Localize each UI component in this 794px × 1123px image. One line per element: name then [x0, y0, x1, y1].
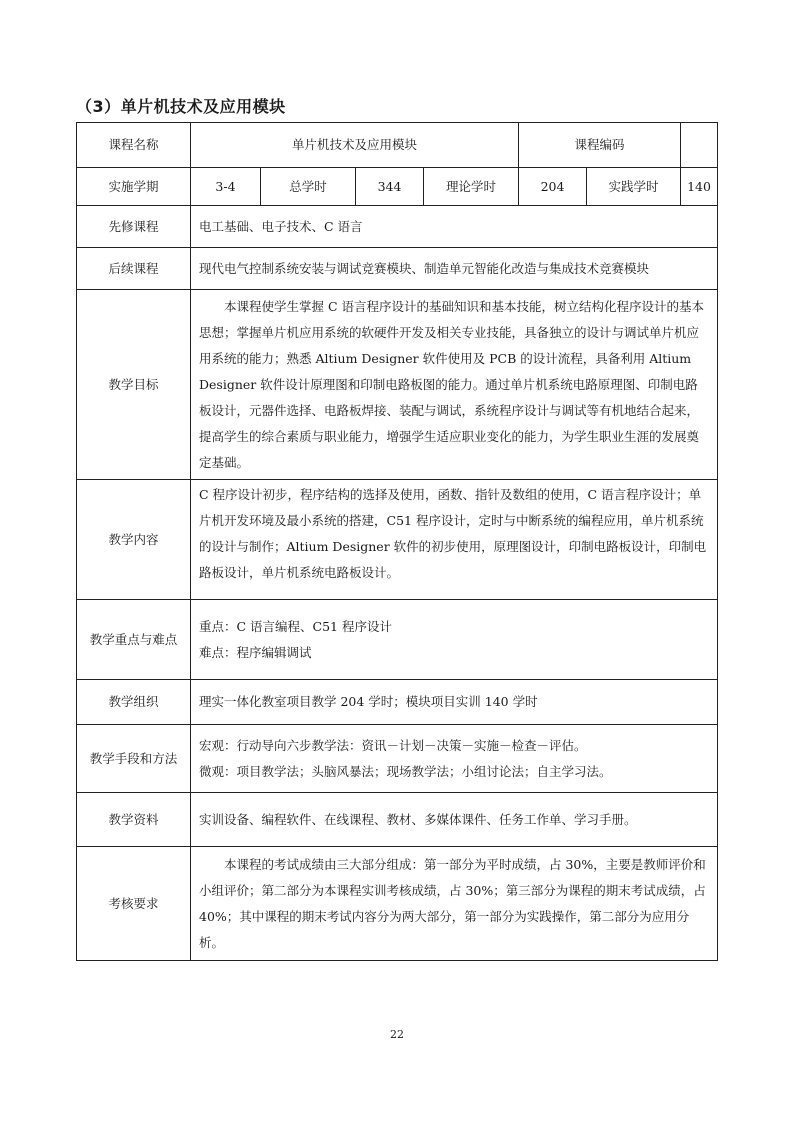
course-code-value [681, 123, 718, 168]
row-course-name [77, 123, 718, 168]
prereq-text: 电工基础、电子技术、C 语言 [191, 206, 718, 248]
methods-label: 教学手段和方法 [77, 725, 191, 793]
row-assessment [77, 847, 718, 961]
organization-text: 理实一体化教室项目教学 204 学时；模块项目实训 140 学时 [191, 680, 718, 725]
row-prereq [77, 206, 718, 248]
course-table [76, 122, 718, 961]
assessment-label: 考核要求 [77, 847, 191, 961]
row-key-points [77, 600, 718, 680]
organization-label: 教学组织 [77, 680, 191, 725]
prereq-label: 先修课程 [77, 206, 191, 248]
key-points-label: 教学重点与难点 [77, 600, 191, 680]
theory-hours-label: 理论学时 [424, 168, 519, 206]
resources-label: 教学资料 [77, 793, 191, 847]
course-name-label: 课程名称 [77, 123, 191, 168]
theory-hours-value: 204 [519, 168, 587, 206]
row-methods [77, 725, 718, 793]
content-text: C 程序设计初步，程序结构的选择及使用，函数、指针及数组的使用，C 语言程序设计；单片机开发环境及最小系统的搭建，C51 程序设计，定时与中断系统的编程应用，单片机系统的设计与制作；Altium Designer 软件的初步使用，原理图设计，印制电路板设计，印制电路板设计，单片机系统电路板设计。 [191, 480, 718, 600]
row-hours [77, 168, 718, 206]
row-followup [77, 248, 718, 290]
followup-text: 现代电气控制系统安装与调试竞赛模块、制造单元智能化改造与集成技术竞赛模块 [191, 248, 718, 290]
assessment-text: 本课程的考试成绩由三大部分组成：第一部分为平时成绩，占 30%，主要是教师评价和小组评价；第二部分为本课程实训考核成绩，占 30%；第三部分为课程的期末考试成绩，占 40%；其中课程的期末考试内容分为两大部分，第一部分为实践操作，第二部分为应用分析。 [191, 847, 718, 961]
total-hours-label: 总学时 [261, 168, 356, 206]
row-resources [77, 793, 718, 847]
row-content [77, 480, 718, 600]
total-hours-value: 344 [356, 168, 424, 206]
key-point-text: 重点：C 语言编程、C51 程序设计 [199, 618, 392, 634]
row-objectives [77, 290, 718, 480]
objectives-text: 本课程使学生掌握 C 语言程序设计的基础知识和基本技能，树立结构化程序设计的基本思想；掌握单片机应用系统的软硬件开发及相关专业技能，具备独立的设计与调试单片机应用系统的能力；熟悉 Altium Designer 软件使用及 PCB 的设计流程，具备利用 Altium Designer 软件设计原理图和印制电路板图的能力。通过单片机系统电路原理图、印制电路板设计，元器件选择、电路板焊接、装配与调试，系统程序设计与调试等有机地结合起来，提高学生的综合素质与职业能力，增强学生适应职业变化的能力，为学生职业生涯的发展奠定基础。 [191, 290, 718, 480]
term-label: 实施学期 [77, 168, 191, 206]
objectives-label: 教学目标 [77, 290, 191, 480]
practice-hours-label: 实践学时 [587, 168, 681, 206]
macro-method-text: 宏观：行动导向六步教学法：资讯－计划－决策－实施－检查－评估。 [199, 737, 587, 753]
methods-cell [191, 725, 718, 793]
page-number: 22 [390, 1028, 404, 1041]
section-title: （3）单片机技术及应用模块 [76, 97, 286, 116]
course-code-label: 课程编码 [519, 123, 681, 168]
row-organization [77, 680, 718, 725]
practice-hours-value: 140 [681, 168, 718, 206]
content-label: 教学内容 [77, 480, 191, 600]
term-value: 3-4 [191, 168, 261, 206]
key-points-cell [191, 600, 718, 680]
followup-label: 后续课程 [77, 248, 191, 290]
micro-method-text: 微观：项目教学法；头脑风暴法；现场教学法；小组讨论法；自主学习法。 [199, 763, 612, 779]
difficult-point-text: 难点：程序编辑调试 [199, 644, 312, 660]
resources-text: 实训设备、编程软件、在线课程、教材、多媒体课件、任务工作单、学习手册。 [191, 793, 718, 847]
course-name-value: 单片机技术及应用模块 [191, 123, 519, 168]
